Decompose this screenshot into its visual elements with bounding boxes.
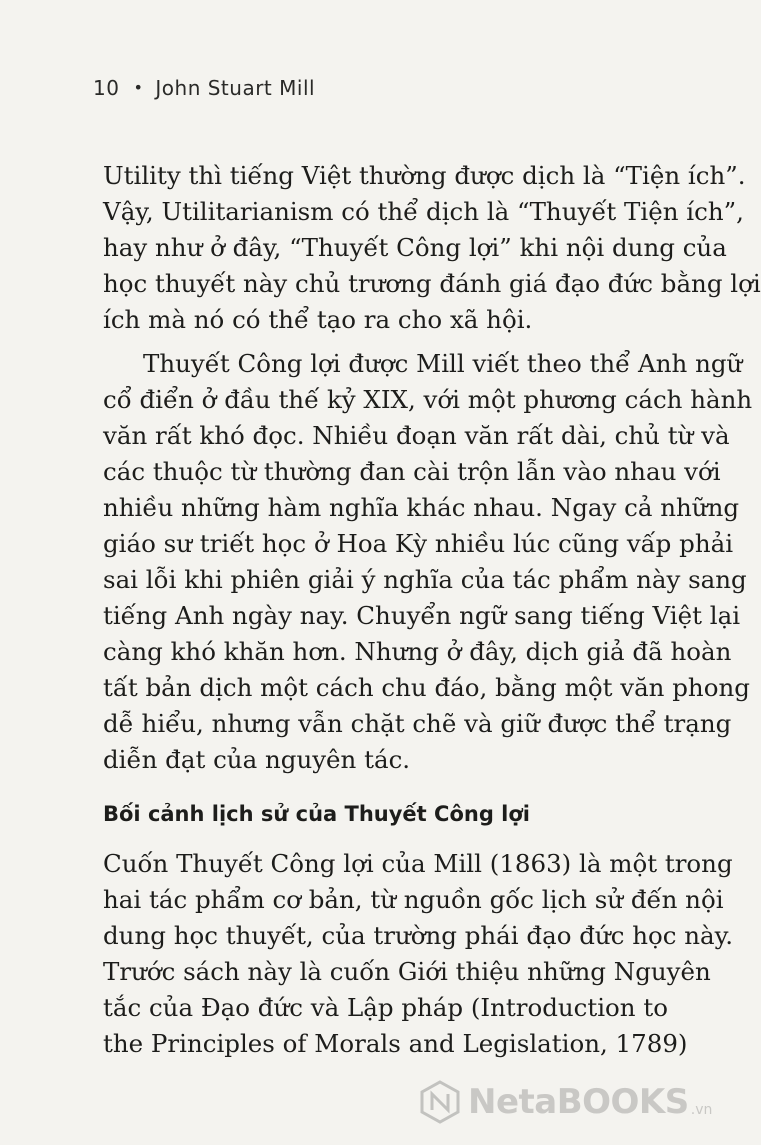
- text-line: Cuốn Thuyết Công lợi của Mill (1863) là một trong: [103, 849, 733, 878]
- text-line: Trước sách này là cuốn Giới thiệu những Nguyên: [103, 957, 711, 986]
- text-line: nhiều những hàm nghĩa khác nhau. Ngay cả những: [103, 493, 740, 522]
- text-line: hay như ở đây, “Thuyết Công lợi” khi nội dung của: [103, 233, 727, 262]
- text-line: giáo sư triết học ở Hoa Kỳ nhiều lúc cũng vấp phải: [103, 529, 734, 558]
- text-line: tắc của Đạo đức và Lập pháp (Introduction to: [103, 993, 668, 1022]
- running-header: [93, 76, 315, 100]
- text-line: Vậy, Utilitarianism có thể dịch là “Thuyết Tiện ích”,: [103, 197, 744, 226]
- text-line: dung học thuyết, của trường phái đạo đức học này.: [103, 921, 734, 950]
- text-line: the Principles of Morals and Legislation, 1789): [103, 1029, 688, 1058]
- text-line: sai lỗi khi phiên giải ý nghĩa của tác phẩm này sang: [103, 565, 747, 594]
- section-heading: Bối cảnh lịch sử của Thuyết Công lợi: [103, 802, 530, 826]
- netabooks-watermark: [418, 1080, 712, 1124]
- text-line: ích mà nó có thể tạo ra cho xã hội.: [103, 305, 533, 334]
- text-line: càng khó khăn hơn. Nhưng ở đây, dịch giả đã hoàn: [103, 637, 732, 666]
- text-line: cổ điển ở đầu thế kỷ XIX, với một phương cách hành: [103, 385, 753, 414]
- text-line: Thuyết Công lợi được Mill viết theo thể Anh ngữ: [143, 349, 743, 378]
- page-number: 10: [93, 76, 120, 100]
- netabooks-logo-icon: [418, 1080, 462, 1124]
- watermark-suffix: .vn: [690, 1102, 713, 1118]
- text-line: Utility thì tiếng Việt thường được dịch là “Tiện ích”.: [103, 161, 746, 190]
- text-line: tất bản dịch một cách chu đáo, bằng một văn phong: [103, 673, 750, 702]
- text-line: diễn đạt của nguyên tác.: [103, 745, 411, 774]
- watermark-brand: NetaBOOKS: [468, 1082, 689, 1122]
- text-line: tiếng Anh ngày nay. Chuyển ngữ sang tiếng Việt lại: [103, 601, 741, 630]
- author-name: John Stuart Mill: [155, 76, 316, 100]
- text-line: văn rất khó đọc. Nhiều đoạn văn rất dài, chủ từ và: [103, 421, 730, 450]
- separator-dot: •: [133, 78, 144, 97]
- text-line: dễ hiểu, nhưng vẫn chặt chẽ và giữ được thể trạng: [103, 709, 732, 738]
- text-line: hai tác phẩm cơ bản, từ nguồn gốc lịch sử đến nội: [103, 885, 724, 914]
- text-line: học thuyết này chủ trương đánh giá đạo đức bằng lợi: [103, 269, 761, 298]
- text-line: các thuộc từ thường đan cài trộn lẫn vào nhau với: [103, 457, 721, 486]
